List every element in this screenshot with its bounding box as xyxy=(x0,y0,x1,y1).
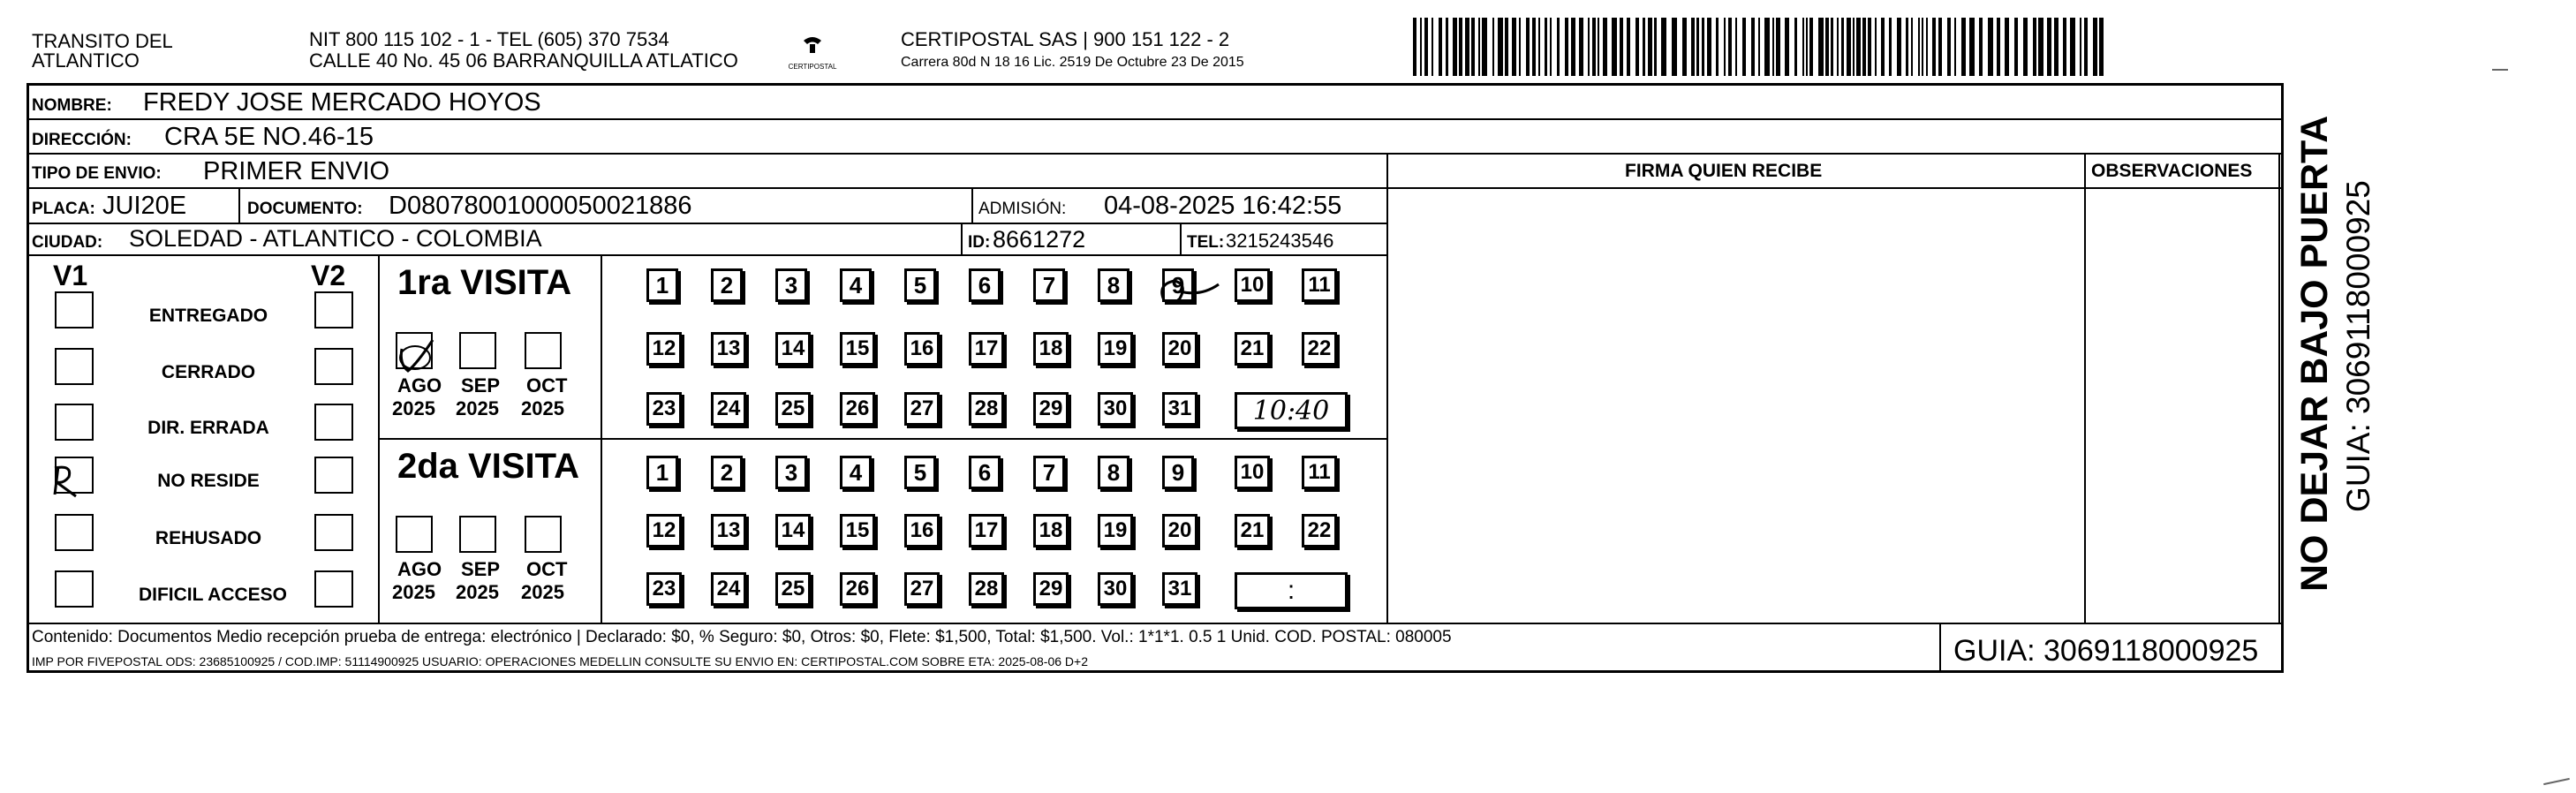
first-visit-day-box[interactable]: 15 xyxy=(840,332,875,366)
document-label: DOCUMENTO: xyxy=(247,200,363,218)
first-visit-day-box[interactable]: 30 xyxy=(1098,392,1133,426)
second-visit-day-box[interactable]: 7 xyxy=(1033,456,1065,489)
second-visit-day-box[interactable]: 25 xyxy=(775,572,811,606)
second-visit-month-label: SEP xyxy=(461,558,501,580)
first-visit-day-box[interactable]: 4 xyxy=(840,268,872,302)
side-guide: GUIA: 3069118000925 xyxy=(2340,180,2376,512)
sender-nit: NIT 800 115 102 - 1 - TEL (605) 370 7534 xyxy=(309,28,669,50)
name-value: FREDY JOSE MERCADO HOYOS xyxy=(143,88,541,117)
side-warning: NO DEJAR BAJO PUERTA xyxy=(2293,115,2336,592)
admission-value: 04-08-2025 16:42:55 xyxy=(1104,192,1342,220)
first-visit-year-label: 2025 xyxy=(392,397,435,419)
second-visit-day-box[interactable]: 15 xyxy=(840,514,875,548)
footer-imp-line: IMP POR FIVEPOSTAL ODS: 23685100925 / COD.IMP: 51114900925 USUARIO: OPERACIONES MEDELLIN CONSULTE SU ENVIO EN: CERTIPOSTAL.COM SOBRE ETA: 2025-08-06 D+2 xyxy=(32,654,1089,668)
license-line: Carrera 80d N 18 16 Lic. 2519 De Octubre 23 De 2015 xyxy=(901,55,1244,70)
sender-name-line1: TRANSITO DEL xyxy=(32,30,173,52)
first-visit-day-box[interactable]: 10 xyxy=(1235,268,1270,302)
sender-address: CALLE 40 No. 45 06 BARRANQUILLA ATLATICO xyxy=(309,49,738,72)
second-visit-day-box[interactable]: 26 xyxy=(840,572,875,606)
first-visit-day-box[interactable]: 12 xyxy=(646,332,682,366)
address-label: DIRECCIÓN: xyxy=(32,131,132,149)
first-visit-year-label: 2025 xyxy=(521,397,564,419)
second-visit-day-box[interactable]: 16 xyxy=(904,514,940,548)
first-visit-day-box[interactable]: 7 xyxy=(1033,268,1065,302)
second-visit-year-label: 2025 xyxy=(392,581,435,603)
second-visit-year-label: 2025 xyxy=(521,581,564,603)
status-label: DIFICIL ACCESO xyxy=(138,585,287,605)
first-visit-day-box[interactable]: 29 xyxy=(1033,392,1069,426)
second-visit-day-box[interactable]: 19 xyxy=(1098,514,1133,548)
second-visit-day-box[interactable]: 6 xyxy=(969,456,1001,489)
first-visit-day-box[interactable]: 25 xyxy=(775,392,811,426)
address-value: CRA 5E NO.46-15 xyxy=(164,123,374,151)
city-label: CIUDAD: xyxy=(32,233,103,252)
id-label: ID: xyxy=(968,233,991,252)
name-label: NOMBRE: xyxy=(32,96,112,115)
signature-header: FIRMA QUIEN RECIBE xyxy=(1625,161,1823,181)
second-visit-day-box[interactable]: 31 xyxy=(1162,572,1197,606)
first-visit-day-box[interactable]: 16 xyxy=(904,332,940,366)
second-visit-day-box[interactable]: 14 xyxy=(775,514,811,548)
first-visit-day-box[interactable]: 3 xyxy=(775,268,807,302)
first-visit-month-label: OCT xyxy=(526,374,568,396)
second-visit-day-box[interactable]: 23 xyxy=(646,572,682,606)
first-visit-month-label: AGO xyxy=(397,374,442,396)
status-label: DIR. ERRADA xyxy=(147,418,269,438)
second-visit-day-box[interactable]: 30 xyxy=(1098,572,1133,606)
status-label: REHUSADO xyxy=(155,528,262,548)
observations-header: OBSERVACIONES xyxy=(2091,161,2253,181)
second-visit-day-box[interactable]: 22 xyxy=(1302,514,1337,548)
stray-mark xyxy=(2492,69,2508,71)
status-label: ENTREGADO xyxy=(148,306,268,326)
second-visit-day-box[interactable]: 9 xyxy=(1162,456,1194,489)
second-visit-day-box[interactable]: 4 xyxy=(840,456,872,489)
footer-guide-number: GUIA: 3069118000925 xyxy=(1953,634,2259,668)
first-visit-day-box[interactable]: 1 xyxy=(646,268,678,302)
first-visit-day-box[interactable]: 21 xyxy=(1235,332,1270,366)
plate-label: PLACA: xyxy=(32,200,95,218)
second-visit-time-value: : xyxy=(1287,576,1296,605)
first-visit-day-box[interactable]: 27 xyxy=(904,392,940,426)
second-visit-day-box[interactable]: 18 xyxy=(1033,514,1069,548)
first-visit-day-box[interactable]: 13 xyxy=(711,332,746,366)
second-visit-day-box[interactable]: 20 xyxy=(1162,514,1197,548)
first-visit-day-box[interactable]: 20 xyxy=(1162,332,1197,366)
second-visit-day-box[interactable]: 3 xyxy=(775,456,807,489)
second-visit-day-box[interactable]: 29 xyxy=(1033,572,1069,606)
second-visit-day-box[interactable]: 10 xyxy=(1235,456,1270,489)
logo-text: CERTIPOSTAL xyxy=(788,63,837,71)
second-visit-day-box[interactable]: 21 xyxy=(1235,514,1270,548)
first-visit-title: 1ra VISITA xyxy=(397,263,572,302)
second-visit-day-box[interactable]: 2 xyxy=(711,456,743,489)
first-visit-year-label: 2025 xyxy=(456,397,499,419)
day-9-scribble xyxy=(1162,281,1219,303)
second-visit-day-box[interactable]: 8 xyxy=(1098,456,1129,489)
first-visit-day-box[interactable]: 19 xyxy=(1098,332,1133,366)
second-visit-day-box[interactable]: 28 xyxy=(969,572,1004,606)
v1-label: V1 xyxy=(53,260,88,291)
second-visit-day-box[interactable]: 5 xyxy=(904,456,936,489)
first-visit-day-box[interactable]: 9 xyxy=(1162,268,1194,302)
first-visit-day-box[interactable]: 5 xyxy=(904,268,936,302)
first-visit-day-box[interactable]: 8 xyxy=(1098,268,1129,302)
sender-name-line2: ATLANTICO xyxy=(32,49,140,72)
v2-label: V2 xyxy=(311,260,346,291)
footer-content-line: Contenido: Documentos Medio recepción prueba de entrega: electrónico | Declarado: $0, % Seguro: $0, Otros: $0, Flete: $1,500, Total: $1,500. Vol.: 1*1*1. 0.5 1 Unid. COD. POSTAL: 080005 xyxy=(32,628,1452,646)
first-visit-day-box[interactable]: 28 xyxy=(969,392,1004,426)
second-visit-day-box[interactable]: 13 xyxy=(711,514,746,548)
status-label: NO RESIDE xyxy=(157,471,260,491)
first-visit-day-box[interactable]: 26 xyxy=(840,392,875,426)
first-visit-day-box[interactable]: 18 xyxy=(1033,332,1069,366)
tel-label: TEL: xyxy=(1187,233,1225,252)
shipping-type-value: PRIMER ENVIO xyxy=(203,157,390,185)
first-visit-day-box[interactable]: 2 xyxy=(711,268,743,302)
first-visit-month-label: SEP xyxy=(461,374,501,396)
no-reside-mark xyxy=(55,466,76,496)
first-visit-day-box[interactable]: 24 xyxy=(711,392,746,426)
second-visit-day-box[interactable]: 27 xyxy=(904,572,940,606)
second-visit-day-box[interactable]: 11 xyxy=(1302,456,1337,489)
second-visit-title: 2da VISITA xyxy=(397,447,579,486)
document-value: D08078001000050021886 xyxy=(389,192,692,220)
first-visit-day-box[interactable]: 17 xyxy=(969,332,1004,366)
second-visit-day-box[interactable]: 12 xyxy=(646,514,682,548)
first-visit-day-box[interactable]: 6 xyxy=(969,268,1001,302)
second-visit-day-box[interactable]: 1 xyxy=(646,456,678,489)
id-value: 8661272 xyxy=(993,226,1086,253)
second-visit-month-label: OCT xyxy=(526,558,568,580)
first-visit-day-box[interactable]: 31 xyxy=(1162,392,1197,426)
first-visit-day-box[interactable]: 14 xyxy=(775,332,811,366)
second-visit-month-label: AGO xyxy=(397,558,442,580)
shipping-type-label: TIPO DE ENVIO: xyxy=(32,164,162,183)
first-visit-day-box[interactable]: 11 xyxy=(1302,268,1337,302)
city-value: SOLEDAD - ATLANTICO - COLOMBIA xyxy=(129,225,542,252)
second-visit-year-label: 2025 xyxy=(456,581,499,603)
carrier-line: CERTIPOSTAL SAS | 900 151 122 - 2 xyxy=(901,28,1230,50)
second-visit-day-box[interactable]: 24 xyxy=(711,572,746,606)
status-label: CERRADO xyxy=(161,362,256,382)
second-visit-day-box[interactable]: 17 xyxy=(969,514,1004,548)
first-visit-day-box[interactable]: 22 xyxy=(1302,332,1337,366)
plate-value: JUI20E xyxy=(102,192,187,220)
tel-value: 3215243546 xyxy=(1226,230,1334,252)
admission-label: ADMISIÓN: xyxy=(978,200,1067,218)
first-visit-day-box[interactable]: 23 xyxy=(646,392,682,426)
first-visit-time-value: 10:40 xyxy=(1252,395,1330,427)
